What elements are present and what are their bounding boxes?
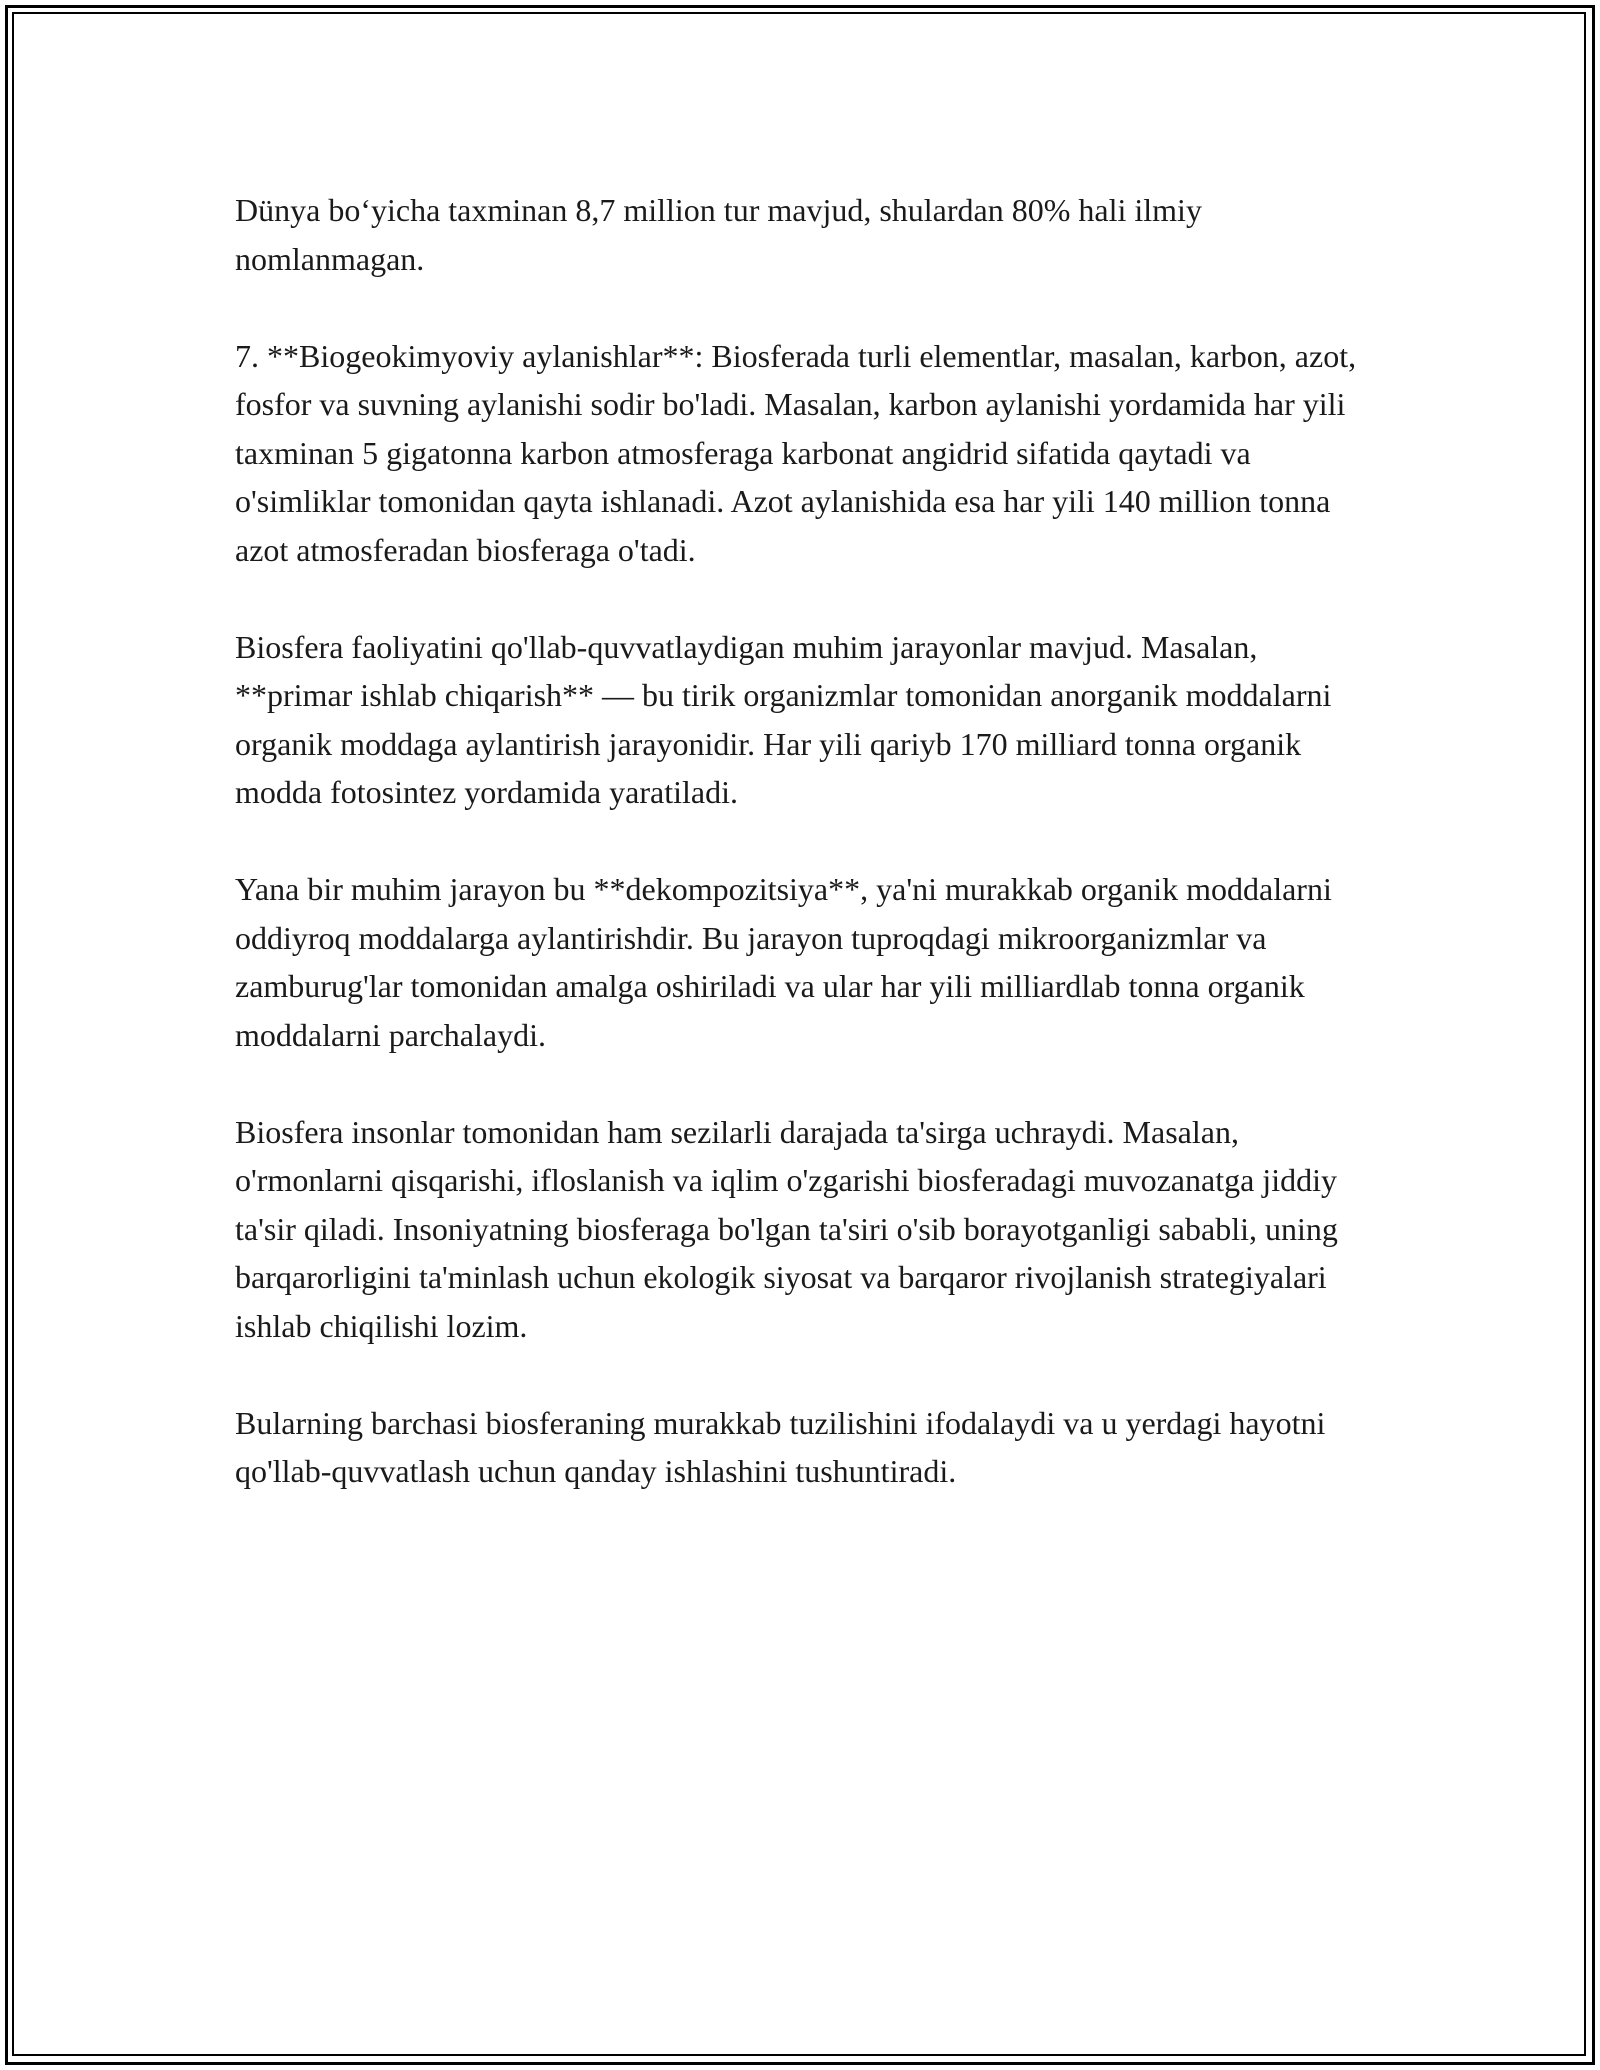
document-body xyxy=(235,186,1375,1544)
paragraph-species-count: Dünya bo‘yicha taxminan 8,7 million tur mavjud, shulardan 80% hali ilmiy nomlanmagan. xyxy=(235,192,1202,277)
paragraph-biogeochemical-cycles: 7. **Biogeokimyoviy aylanishlar**: Biosferada turli elementlar, masalan, karbon, azot, fosfor va suvning aylanishi sodir bo'ladi. Masalan, karbon aylanishi yordamida har yili taxminan 5 gigatonna karbon atmosferaga karbonat angidrid sifatida qaytadi va o'simliklar tomonidan qayta ishlanadi. Azot aylanishida esa har yili 140 million tonna azot atmosferadan biosferaga o'tadi. xyxy=(235,337,1357,568)
paragraph-human-impact: Biosfera insonlar tomonidan ham sezilarli darajada ta'sirga uchraydi. Masalan, o'rmonlarni qisqarishi, ifloslanish va iqlim o'zgarishi biosferadagi muvozanatga jiddiy ta'sir qiladi. Insoniyatning biosferaga bo'lgan ta'siri o'sib borayotganligi sababli, uning barqarorligini ta'minlash uchun ekologik siyosat va barqaror rivojlanish strategiyalari ishlab chiqilishi lozim. xyxy=(235,1113,1338,1344)
paragraph-conclusion: Bularning barchasi biosferaning murakkab tuzilishini ifodalaydi va u yerdagi hayotni qo'llab-quvvatlash uchun qanday ishlashini tushuntiradi. xyxy=(235,1404,1326,1489)
paragraph-primary-production: Biosfera faoliyatini qo'llab-quvvatlaydigan muhim jarayonlar mavjud. Masalan, **primar ishlab chiqarish** — bu tirik organizmlar tomonidan anorganik moddalarni organik moddaga aylantirish jarayonidir. Har yili qariyb 170 milliard tonna organik modda fotosintez yordamida yaratiladi. xyxy=(235,628,1332,810)
paragraph-decomposition: Yana bir muhim jarayon bu **dekompozitsiya**, ya'ni murakkab organik moddalarni oddiyroq moddalarga aylantirishdir. Bu jarayon tuproqdagi mikroorganizmlar va zamburug'lar tomonidan amalga oshiriladi va ular har yili milliardlab tonna organik moddalarni parchalaydi. xyxy=(235,871,1332,1053)
